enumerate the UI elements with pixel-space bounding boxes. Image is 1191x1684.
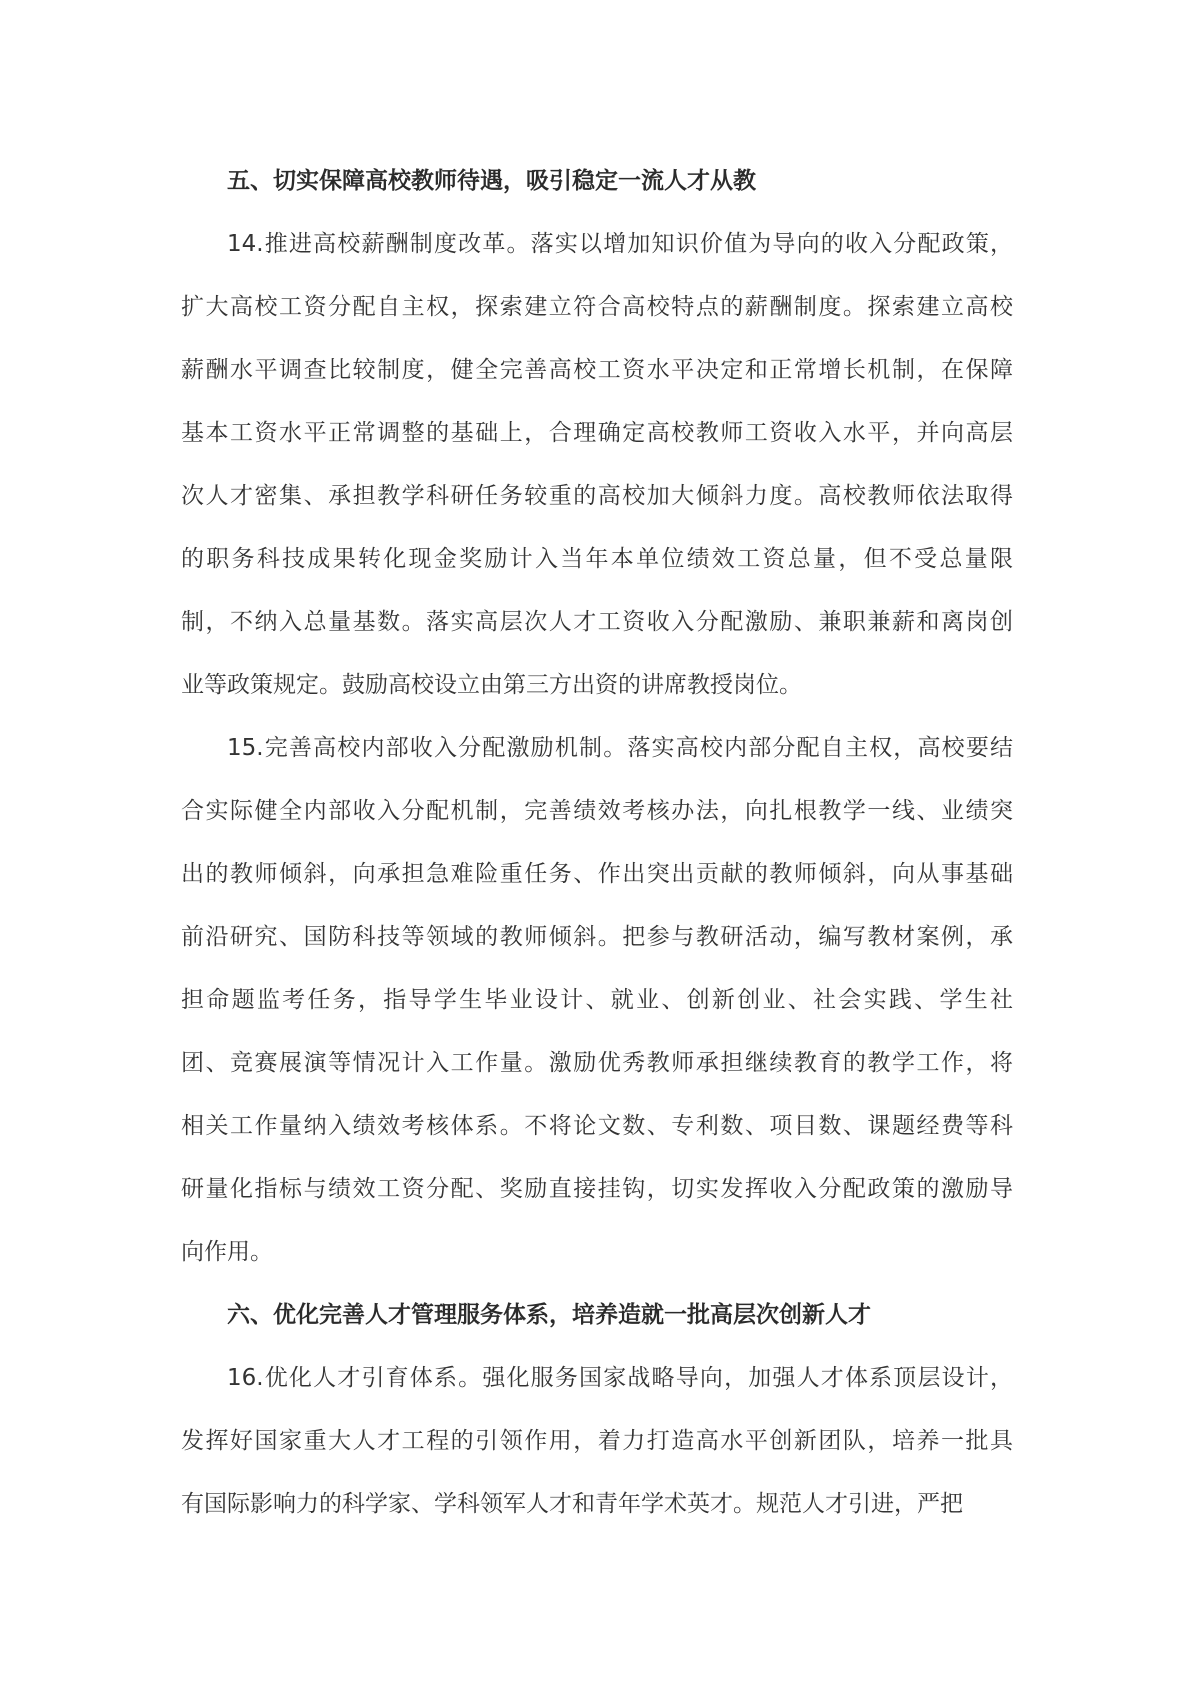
text-line: 发挥好国家重大人才工程的引领作用，着力打造高水平创新团队，培养一批具 — [181, 1428, 1013, 1454]
text-line: 有国际影响力的科学家、学科领军人才和青年学术英才。规范人才引进，严把 — [181, 1491, 963, 1517]
text-line: 14.推进高校薪酬制度改革。落实以增加知识价值为导向的收入分配政策， — [227, 231, 1013, 257]
text-line: 次人才密集、承担教学科研任务较重的高校加大倾斜力度。高校教师依法取得 — [181, 483, 1013, 509]
text-line: 出的教师倾斜，向承担急难险重任务、作出突出贡献的教师倾斜，向从事基础 — [181, 861, 1013, 887]
paragraph — [181, 717, 1013, 1284]
paragraph — [181, 213, 1013, 717]
text-line: 扩大高校工资分配自主权，探索建立符合高校特点的薪酬制度。探索建立高校 — [181, 294, 1013, 320]
text-line: 的职务科技成果转化现金奖励计入当年本单位绩效工资总量，但不受总量限 — [181, 546, 1013, 572]
text-line: 向作用。 — [181, 1239, 273, 1265]
text-line: 16.优化人才引育体系。强化服务国家战略导向，加强人才体系顶层设计， — [227, 1365, 1013, 1391]
text-line: 研量化指标与绩效工资分配、奖励直接挂钩，切实发挥收入分配政策的激励导 — [181, 1176, 1013, 1202]
text-line: 业等政策规定。鼓励高校设立由第三方出资的讲席教授岗位。 — [181, 672, 802, 698]
document-body — [181, 150, 1013, 1536]
text-line: 制，不纳入总量基数。落实高层次人才工资收入分配激励、兼职兼薪和离岗创 — [181, 609, 1013, 635]
text-line: 基本工资水平正常调整的基础上，合理确定高校教师工资收入水平，并向高层 — [181, 420, 1013, 446]
text-line: 相关工作量纳入绩效考核体系。不将论文数、专利数、项目数、课题经费等科 — [181, 1113, 1013, 1139]
text-line: 15.完善高校内部收入分配激励机制。落实高校内部分配自主权，高校要结 — [227, 735, 1013, 761]
paragraph — [181, 1347, 1013, 1536]
text-line: 薪酬水平调查比较制度，健全完善高校工资水平决定和正常增长机制，在保障 — [181, 357, 1013, 383]
text-line: 担命题监考任务，指导学生毕业设计、就业、创新创业、社会实践、学生社 — [181, 987, 1013, 1013]
text-line: 团、竞赛展演等情况计入工作量。激励优秀教师承担继续教育的教学工作，将 — [181, 1050, 1013, 1076]
section-heading: 六、优化完善人才管理服务体系，培养造就一批高层次创新人才 — [227, 1302, 871, 1328]
section-heading: 五、切实保障高校教师待遇，吸引稳定一流人才从教 — [227, 168, 756, 194]
text-line: 前沿研究、国防科技等领域的教师倾斜。把参与教研活动，编写教材案例，承 — [181, 924, 1013, 950]
text-line: 合实际健全内部收入分配机制，完善绩效考核办法，向扎根教学一线、业绩突 — [181, 798, 1013, 824]
